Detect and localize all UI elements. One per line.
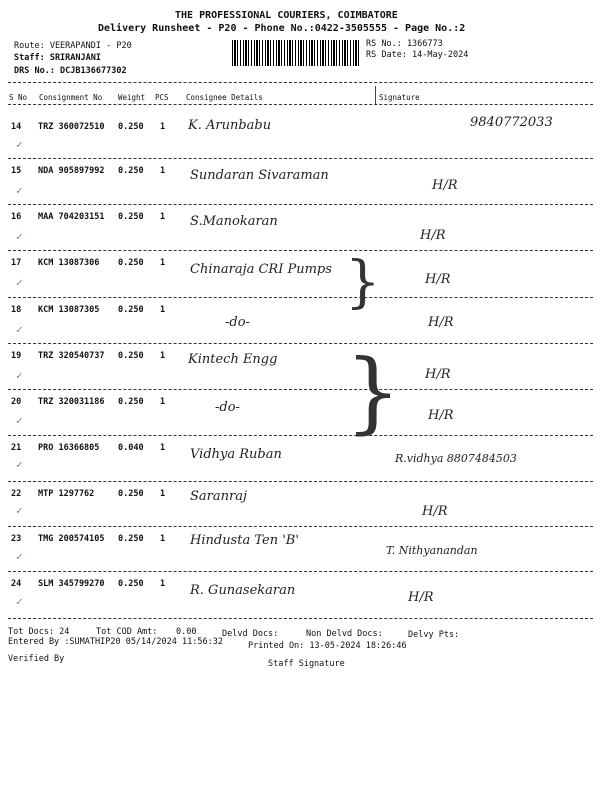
row-signature: H/R <box>425 272 451 287</box>
col-pcs: PCS <box>155 93 169 102</box>
row-sno: 18 <box>11 305 22 315</box>
divider <box>8 204 593 205</box>
drs-number: DRS No.: DCJB136677302 <box>14 66 127 76</box>
row-consignee: Saranraj <box>190 489 247 504</box>
divider <box>8 343 593 344</box>
bracket-mark: } <box>345 250 381 315</box>
row-pcs: 1 <box>160 258 166 268</box>
row-pcs: 1 <box>160 443 166 453</box>
rs-date: RS Date: 14-May-2024 <box>366 50 469 60</box>
row-consignee: Vidhya Ruban <box>190 447 282 462</box>
row-signature: 9840772033 <box>470 115 553 130</box>
row-pcs: 1 <box>160 397 166 407</box>
tot-cod-label: Tot COD Amt: <box>96 627 158 637</box>
col-signature: Signature <box>379 93 420 102</box>
company-title: THE PROFESSIONAL COURIERS, COIMBATORE <box>175 10 398 21</box>
runsheet-subtitle: Delivery Runsheet - P20 - Phone No.:0422-3505555 - Page No.:2 <box>98 23 466 34</box>
row-signature: R.vidhya 8807484503 <box>395 452 517 465</box>
staff-label: Staff: SRIRANJANI <box>14 53 101 63</box>
row-weight: 0.250 <box>118 305 144 315</box>
check-icon: ✓ <box>16 138 23 151</box>
row-consignment: PRO 16366805 <box>38 443 100 453</box>
col-consignee: Consignee Details <box>186 93 263 102</box>
row-pcs: 1 <box>160 351 166 361</box>
row-weight: 0.250 <box>118 489 144 499</box>
row-sno: 15 <box>11 166 22 176</box>
check-icon: ✓ <box>16 276 23 289</box>
row-weight: 0.250 <box>118 351 144 361</box>
row-pcs: 1 <box>160 579 166 589</box>
check-icon: ✓ <box>16 323 23 336</box>
row-consignee: Sundaran Sivaraman <box>190 168 329 183</box>
row-signature: H/R <box>420 228 446 243</box>
row-consignee: K. Arunbabu <box>188 118 272 133</box>
divider <box>8 250 593 251</box>
divider <box>8 435 593 436</box>
row-sno: 14 <box>11 122 22 132</box>
row-pcs: 1 <box>160 534 166 544</box>
row-consignment: TMG 200574105 <box>38 534 105 544</box>
row-sno: 17 <box>11 258 22 268</box>
row-weight: 0.250 <box>118 579 144 589</box>
row-signature: H/R <box>432 178 458 193</box>
signature-column-line <box>375 86 376 104</box>
row-consignee: S.Manokaran <box>190 214 278 229</box>
row-sno: 16 <box>11 212 22 222</box>
route-label: Route: VEERAPANDI - P20 <box>14 41 132 51</box>
row-consignment: MTP 1297762 <box>38 489 95 499</box>
row-pcs: 1 <box>160 122 166 132</box>
check-icon: ✓ <box>16 369 23 382</box>
row-consignee: R. Gunasekaran <box>190 583 296 598</box>
check-icon: ✓ <box>16 504 23 517</box>
check-icon: ✓ <box>16 550 23 563</box>
entered-by: Entered By :SUMATHIP20 05/14/2024 11:56:32 <box>8 637 223 647</box>
row-consignee: Kintech Engg <box>188 352 278 367</box>
row-consignee: -do- <box>225 315 250 330</box>
check-icon: ✓ <box>16 595 23 608</box>
row-signature: H/R <box>408 590 434 605</box>
row-pcs: 1 <box>160 166 166 176</box>
col-sno: S No <box>9 93 28 102</box>
divider <box>8 82 593 83</box>
non-delivered-docs: Non Delvd Docs: <box>306 629 383 639</box>
rs-number: RS No.: 1366773 <box>366 39 443 49</box>
row-weight: 0.250 <box>118 258 144 268</box>
row-consignee: Hindusta Ten 'B' <box>190 533 299 548</box>
row-sno: 23 <box>11 534 22 544</box>
row-pcs: 1 <box>160 489 166 499</box>
row-consignment: TRZ 320031186 <box>38 397 105 407</box>
barcode <box>232 40 360 66</box>
row-consignment: SLM 345799270 <box>38 579 105 589</box>
tot-cod-value: 0.00 <box>176 627 197 637</box>
tot-docs: Tot Docs: 24 <box>8 627 70 637</box>
row-pcs: 1 <box>160 305 166 315</box>
row-consignment: MAA 704203151 <box>38 212 105 222</box>
verified-by: Verified By <box>8 654 65 664</box>
divider <box>8 618 593 619</box>
row-signature: H/R <box>422 504 448 519</box>
row-sno: 24 <box>11 579 22 589</box>
delivered-docs: Delvd Docs: <box>222 629 279 639</box>
row-weight: 0.250 <box>118 212 144 222</box>
col-consignment: Consignment No <box>39 93 103 102</box>
row-consignment: KCM 13087305 <box>38 305 100 315</box>
divider <box>8 571 593 572</box>
check-icon: ✓ <box>16 230 23 243</box>
divider <box>8 481 593 482</box>
row-signature: H/R <box>428 315 454 330</box>
row-consignment: KCM 13087306 <box>38 258 100 268</box>
divider <box>8 104 593 105</box>
row-sno: 22 <box>11 489 22 499</box>
col-weight: Weight <box>118 93 146 102</box>
divider <box>8 526 593 527</box>
row-weight: 0.250 <box>118 122 144 132</box>
divider <box>8 389 593 390</box>
row-pcs: 1 <box>160 212 166 222</box>
row-signature: T. Nithyanandan <box>386 544 478 557</box>
divider <box>8 297 593 298</box>
row-consignment: NDA 905897992 <box>38 166 105 176</box>
printed-on: Printed On: 13-05-2024 18:26:46 <box>248 641 407 651</box>
staff-signature: Staff Signature <box>268 659 345 669</box>
row-weight: 0.040 <box>118 443 144 453</box>
row-consignee: Chinaraja CRI Pumps <box>190 262 332 277</box>
delivery-points: Delvy Pts: <box>408 630 460 640</box>
bracket-mark: } <box>345 340 401 443</box>
row-sno: 20 <box>11 397 22 407</box>
row-signature: H/R <box>428 408 454 423</box>
check-icon: ✓ <box>16 414 23 427</box>
row-weight: 0.250 <box>118 166 144 176</box>
check-icon: ✓ <box>16 184 23 197</box>
row-weight: 0.250 <box>118 397 144 407</box>
row-weight: 0.250 <box>118 534 144 544</box>
row-consignee: -do- <box>215 400 240 415</box>
divider <box>8 158 593 159</box>
check-icon: ✓ <box>16 458 23 471</box>
row-consignment: TRZ 320540737 <box>38 351 105 361</box>
row-sno: 19 <box>11 351 22 361</box>
row-sno: 21 <box>11 443 22 453</box>
row-signature: H/R <box>425 367 451 382</box>
row-consignment: TRZ 360072510 <box>38 122 105 132</box>
